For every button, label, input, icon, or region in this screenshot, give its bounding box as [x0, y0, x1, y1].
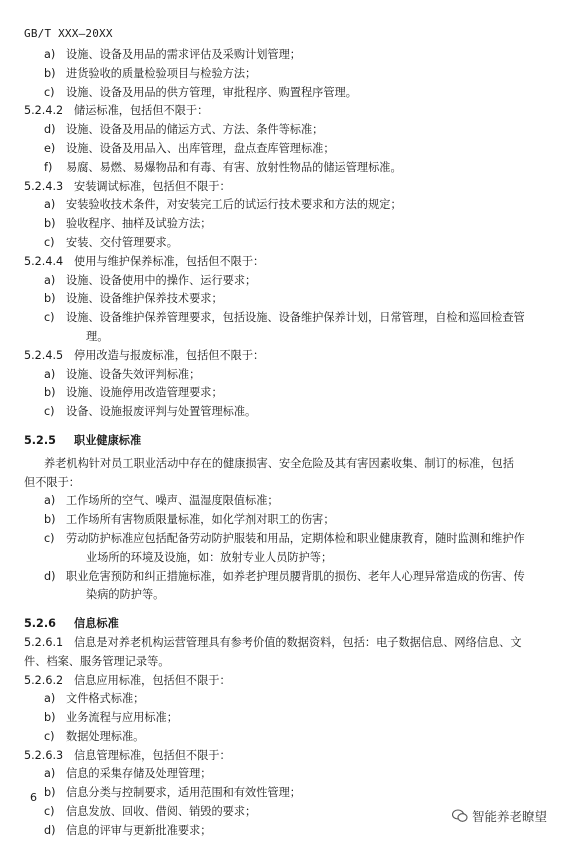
list-item-text: 进货验收的质量检验项目与检验方法；	[66, 66, 257, 80]
list-item-text: 设施、设备维护保养技术要求；	[66, 292, 223, 306]
clause-number: 5.2.6	[24, 617, 56, 631]
list-item-text: 设施、设备及用品的储运方式、方法、条件等标准；	[66, 123, 324, 137]
paragraph: 养老机构针对员工职业活动中存在的健康损害、安全危险及其有害因素收集、制订的标准，包括	[44, 456, 514, 470]
clause	[24, 347, 554, 366]
wechat-icon	[452, 809, 468, 823]
clause	[24, 102, 554, 121]
list-marker: c)	[44, 805, 55, 819]
list-marker: c)	[44, 235, 55, 249]
list-item-text: 设施、设备维护保养管理要求，包括设施、设备维护保养计划，日常管理，自检和巡回检查管	[66, 311, 525, 325]
list-item	[24, 121, 554, 140]
clause-text: 信息管理标准，包括但不限于：	[74, 748, 231, 762]
clause-number: 5.2.4.2	[24, 104, 64, 118]
section-heading	[24, 432, 554, 451]
clause-text: 安装调试标准，包括但不限于：	[74, 179, 231, 193]
list-item-text: 劳动防护标准应包括配备劳动防护服装和用品，定期体检和职业健康教育，随时监测和维护作	[66, 531, 525, 545]
clause-number: 5.2.6.1	[24, 635, 64, 649]
paragraph-continuation: 件、档案、服务管理记录等。	[24, 654, 170, 668]
list-marker: a)	[44, 273, 56, 287]
list-marker: c)	[44, 311, 55, 325]
list-item-text: 安装、交付管理要求。	[66, 235, 178, 249]
list-item-text: 设备、设施报废评判与处置管理标准。	[66, 405, 257, 419]
clause	[24, 634, 554, 653]
list-item	[24, 709, 554, 728]
paragraph-continuation: 但不限于：	[24, 475, 80, 489]
list-marker: e)	[44, 141, 56, 155]
list-item	[24, 511, 554, 530]
list-item	[24, 84, 554, 103]
list-item-text: 设施、设备及用品入、出库管理，盘点查库管理标准；	[66, 141, 335, 155]
list-item-text: 信息发放、回收、借阅、销毁的要求；	[66, 805, 257, 819]
list-item-text: 验收程序、抽样及试验方法；	[66, 217, 212, 231]
list-marker: a)	[44, 367, 56, 381]
clause	[24, 672, 554, 691]
list-item-text: 文件格式标准；	[66, 692, 145, 706]
section-heading	[24, 615, 554, 634]
list-marker: b)	[44, 386, 56, 400]
page-number: 6	[30, 791, 37, 804]
list-marker: b)	[44, 786, 56, 800]
clause-number: 5.2.6.3	[24, 748, 64, 762]
clause-text: 信息标准	[74, 617, 119, 631]
list-marker: d)	[44, 569, 56, 583]
clause-number: 5.2.6.2	[24, 673, 64, 687]
list-marker: f)	[44, 160, 53, 174]
list-item-text: 职业危害预防和纠正措施标准，如养老护理员腰背肌的损伤、老年人心理异常造成的伤害、传	[66, 569, 525, 583]
list-item	[24, 492, 554, 511]
list-item-text: 信息的采集存储及处理管理；	[66, 767, 212, 781]
list-item	[24, 784, 554, 803]
list-marker: a)	[44, 494, 56, 508]
list-item-text: 设施、设备失效评判标准；	[66, 367, 201, 381]
clause	[24, 178, 554, 197]
list-item	[24, 215, 554, 234]
list-item-continuation: 染病的防护等。	[86, 588, 165, 602]
list-marker: b)	[44, 711, 56, 725]
list-item-text: 数据处理标准。	[66, 729, 145, 743]
list-item-text: 设施、设备及用品的供方管理，审批程序、购置程序管理。	[66, 85, 357, 99]
list-item	[24, 728, 554, 747]
clause-text: 储运标准，包括但不限于：	[74, 104, 209, 118]
document-body	[24, 46, 554, 841]
clause	[24, 747, 554, 766]
list-item	[24, 159, 554, 178]
list-item-text: 设施、设备使用中的操作、运行要求；	[66, 273, 257, 287]
clause-text: 信息应用标准，包括但不限于：	[74, 673, 231, 687]
list-marker: c)	[44, 531, 55, 545]
list-marker: c)	[44, 85, 55, 99]
list-marker: d)	[44, 123, 56, 137]
clause-text: 停用改造与报废标准，包括但不限于：	[74, 348, 265, 362]
list-marker: a)	[44, 48, 56, 61]
watermark-text: 智能养老瞭望	[472, 809, 548, 824]
list-marker: d)	[44, 823, 56, 837]
clause-number: 5.2.4.3	[24, 179, 64, 193]
clause-number: 5.2.4.4	[24, 254, 64, 268]
clause-number: 5.2.5	[24, 433, 56, 447]
list-item-continuation: 理。	[86, 329, 109, 343]
list-item-text: 工作场所有害物质限量标准，如化学剂对职工的伤害；	[66, 513, 335, 527]
list-item	[24, 65, 554, 84]
watermark	[452, 807, 547, 825]
list-item	[24, 765, 554, 784]
clause	[24, 253, 554, 272]
list-item-text: 工作场所的空气、噪声、温湿度限值标准；	[66, 494, 279, 508]
list-item	[24, 366, 554, 385]
list-item-text: 易腐、易燃、易爆物品和有毒、有害、放射性物品的储运管理标准。	[66, 160, 402, 174]
list-marker: b)	[44, 292, 56, 306]
list-item	[24, 530, 554, 549]
list-marker: b)	[44, 217, 56, 231]
list-item	[24, 690, 554, 709]
list-item-text: 设施、设施停用改造管理要求；	[66, 386, 223, 400]
list-item	[24, 384, 554, 403]
list-item	[24, 272, 554, 291]
list-marker: c)	[44, 405, 55, 419]
list-item	[24, 140, 554, 159]
clause-text: 信息是对养老机构运营管理具有参考价值的数据资料，包括：电子数据信息、网络信息、文	[74, 635, 522, 649]
list-marker: a)	[44, 198, 56, 212]
list-marker: a)	[44, 767, 56, 781]
list-item	[24, 234, 554, 253]
list-item	[24, 309, 554, 328]
list-marker: b)	[44, 513, 56, 527]
list-item-text: 业务流程与应用标准；	[66, 711, 178, 725]
standard-header: GB/T XXX—20XX	[24, 27, 113, 40]
clause-text: 使用与维护保养标准，包括但不限于：	[74, 254, 265, 268]
list-item	[24, 46, 554, 65]
list-item	[24, 196, 554, 215]
list-item-text: 信息的评审与更新批准要求；	[66, 823, 212, 837]
list-item-text: 安装验收技术条件，对安装完工后的试运行技术要求和方法的规定；	[66, 198, 402, 212]
clause-text: 职业健康标准	[74, 433, 142, 447]
list-marker: a)	[44, 692, 56, 706]
list-item-text: 信息分类与控制要求，适用范围和有效性管理；	[66, 786, 301, 800]
list-marker: b)	[44, 66, 56, 80]
clause-number: 5.2.4.5	[24, 348, 64, 362]
list-item-continuation: 业场所的环境及设施，如：放射专业人员防护等；	[86, 550, 333, 564]
list-item	[24, 568, 554, 587]
list-item	[24, 290, 554, 309]
list-item-text: 设施、设备及用品的需求评估及采购计划管理；	[66, 48, 301, 61]
list-marker: c)	[44, 729, 55, 743]
list-item	[24, 403, 554, 422]
